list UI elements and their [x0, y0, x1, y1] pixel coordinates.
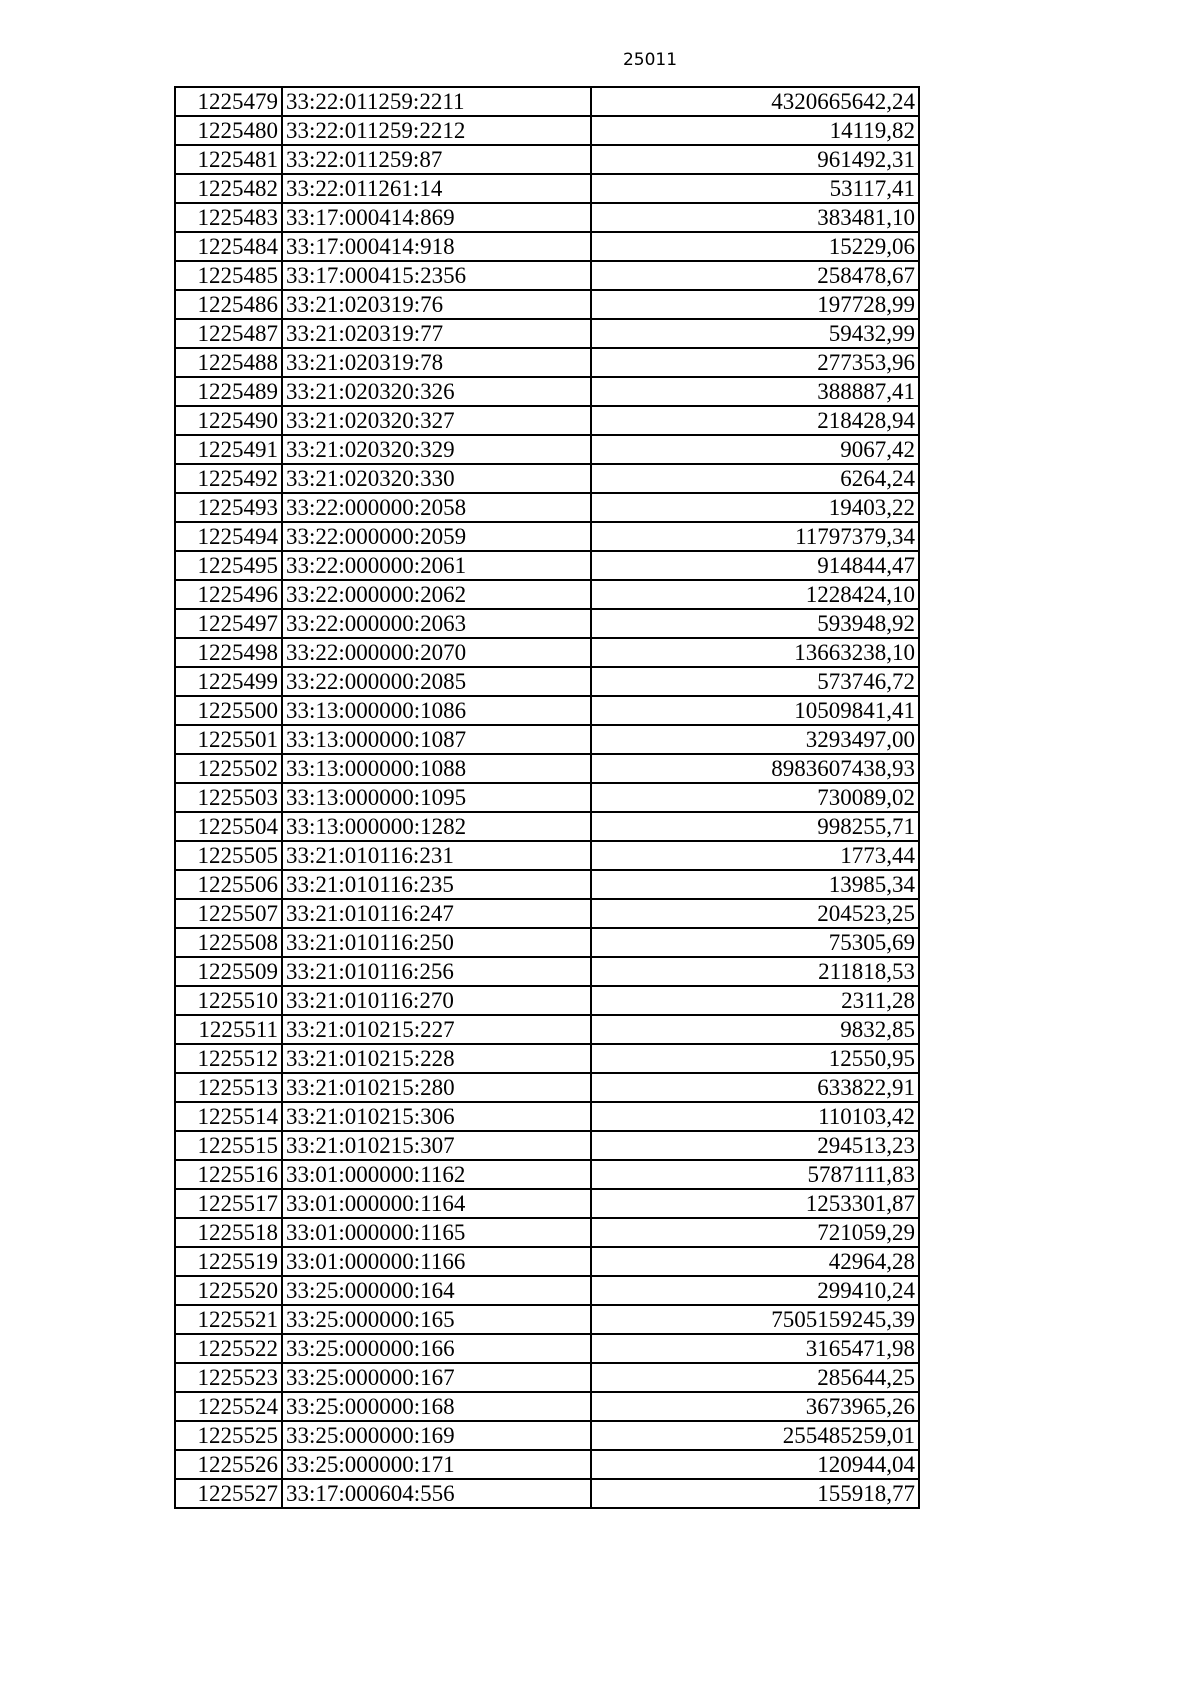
table-row	[175, 841, 919, 870]
value-cell: 255485259,01	[591, 1421, 919, 1450]
cadastral-number-cell: 33:21:010116:231	[282, 841, 591, 870]
table-row	[175, 87, 919, 116]
row-id-cell: 1225485	[175, 261, 282, 290]
value-cell: 110103,42	[591, 1102, 919, 1131]
table-row	[175, 1392, 919, 1421]
table-row	[175, 1247, 919, 1276]
value-cell: 8983607438,93	[591, 754, 919, 783]
cadastral-number-cell: 33:22:000000:2058	[282, 493, 591, 522]
value-cell: 721059,29	[591, 1218, 919, 1247]
table-row	[175, 493, 919, 522]
cadastral-number-cell: 33:21:020319:78	[282, 348, 591, 377]
row-id-cell: 1225515	[175, 1131, 282, 1160]
table-body	[175, 87, 919, 1508]
value-cell: 573746,72	[591, 667, 919, 696]
table-row	[175, 174, 919, 203]
cadastral-number-cell: 33:21:010215:307	[282, 1131, 591, 1160]
row-id-cell: 1225479	[175, 87, 282, 116]
table-row	[175, 1450, 919, 1479]
row-id-cell: 1225503	[175, 783, 282, 812]
table-row	[175, 290, 919, 319]
cadastral-number-cell: 33:17:000415:2356	[282, 261, 591, 290]
table-row	[175, 464, 919, 493]
cadastral-number-cell: 33:13:000000:1088	[282, 754, 591, 783]
table-row	[175, 1479, 919, 1508]
table-row	[175, 232, 919, 261]
row-id-cell: 1225524	[175, 1392, 282, 1421]
row-id-cell: 1225491	[175, 435, 282, 464]
row-id-cell: 1225505	[175, 841, 282, 870]
row-id-cell: 1225493	[175, 493, 282, 522]
cadastral-number-cell: 33:25:000000:167	[282, 1363, 591, 1392]
row-id-cell: 1225514	[175, 1102, 282, 1131]
value-cell: 258478,67	[591, 261, 919, 290]
cadastral-number-cell: 33:21:020320:327	[282, 406, 591, 435]
value-cell: 11797379,34	[591, 522, 919, 551]
value-cell: 730089,02	[591, 783, 919, 812]
table-row	[175, 957, 919, 986]
value-cell: 1773,44	[591, 841, 919, 870]
row-id-cell: 1225523	[175, 1363, 282, 1392]
cadastral-number-cell: 33:22:011261:14	[282, 174, 591, 203]
cadastral-number-cell: 33:21:020320:326	[282, 377, 591, 406]
row-id-cell: 1225511	[175, 1015, 282, 1044]
row-id-cell: 1225507	[175, 899, 282, 928]
table-row	[175, 435, 919, 464]
cadastral-number-cell: 33:21:020319:76	[282, 290, 591, 319]
row-id-cell: 1225504	[175, 812, 282, 841]
value-cell: 998255,71	[591, 812, 919, 841]
value-cell: 218428,94	[591, 406, 919, 435]
table-row	[175, 203, 919, 232]
row-id-cell: 1225513	[175, 1073, 282, 1102]
table-row	[175, 1218, 919, 1247]
value-cell: 388887,41	[591, 377, 919, 406]
value-cell: 12550,95	[591, 1044, 919, 1073]
cadastral-number-cell: 33:25:000000:166	[282, 1334, 591, 1363]
cadastral-number-cell: 33:21:010116:235	[282, 870, 591, 899]
value-cell: 294513,23	[591, 1131, 919, 1160]
row-id-cell: 1225527	[175, 1479, 282, 1508]
table-row	[175, 348, 919, 377]
value-cell: 13985,34	[591, 870, 919, 899]
value-cell: 211818,53	[591, 957, 919, 986]
value-cell: 277353,96	[591, 348, 919, 377]
row-id-cell: 1225520	[175, 1276, 282, 1305]
cadastral-number-cell: 33:01:000000:1164	[282, 1189, 591, 1218]
cadastral-number-cell: 33:21:010215:280	[282, 1073, 591, 1102]
table-row	[175, 986, 919, 1015]
row-id-cell: 1225486	[175, 290, 282, 319]
cadastral-number-cell: 33:22:011259:87	[282, 145, 591, 174]
table-row	[175, 116, 919, 145]
row-id-cell: 1225492	[175, 464, 282, 493]
table-row	[175, 754, 919, 783]
table-row	[175, 1305, 919, 1334]
cadastral-number-cell: 33:13:000000:1086	[282, 696, 591, 725]
cadastral-number-cell: 33:25:000000:169	[282, 1421, 591, 1450]
cadastral-number-cell: 33:21:010215:227	[282, 1015, 591, 1044]
row-id-cell: 1225512	[175, 1044, 282, 1073]
table-row	[175, 1131, 919, 1160]
cadastral-number-cell: 33:17:000414:869	[282, 203, 591, 232]
cadastral-number-cell: 33:22:000000:2070	[282, 638, 591, 667]
cadastral-number-cell: 33:13:000000:1087	[282, 725, 591, 754]
cadastral-number-cell: 33:22:000000:2085	[282, 667, 591, 696]
value-cell: 9067,42	[591, 435, 919, 464]
value-cell: 42964,28	[591, 1247, 919, 1276]
row-id-cell: 1225487	[175, 319, 282, 348]
table-row	[175, 1044, 919, 1073]
table-row	[175, 725, 919, 754]
cadastral-number-cell: 33:22:000000:2062	[282, 580, 591, 609]
cadastral-number-cell: 33:13:000000:1282	[282, 812, 591, 841]
table-row	[175, 406, 919, 435]
cadastral-number-cell: 33:25:000000:171	[282, 1450, 591, 1479]
table-row	[175, 667, 919, 696]
cadastral-number-cell: 33:21:020319:77	[282, 319, 591, 348]
value-cell: 204523,25	[591, 899, 919, 928]
value-cell: 383481,10	[591, 203, 919, 232]
value-cell: 10509841,41	[591, 696, 919, 725]
row-id-cell: 1225497	[175, 609, 282, 638]
table-row	[175, 928, 919, 957]
row-id-cell: 1225499	[175, 667, 282, 696]
row-id-cell: 1225488	[175, 348, 282, 377]
row-id-cell: 1225526	[175, 1450, 282, 1479]
value-cell: 2311,28	[591, 986, 919, 1015]
row-id-cell: 1225510	[175, 986, 282, 1015]
row-id-cell: 1225494	[175, 522, 282, 551]
value-cell: 914844,47	[591, 551, 919, 580]
value-cell: 3165471,98	[591, 1334, 919, 1363]
value-cell: 3293497,00	[591, 725, 919, 754]
row-id-cell: 1225500	[175, 696, 282, 725]
cadastral-number-cell: 33:13:000000:1095	[282, 783, 591, 812]
value-cell: 1253301,87	[591, 1189, 919, 1218]
cadastral-number-cell: 33:21:010215:306	[282, 1102, 591, 1131]
row-id-cell: 1225481	[175, 145, 282, 174]
table-row	[175, 696, 919, 725]
row-id-cell: 1225489	[175, 377, 282, 406]
value-cell: 14119,82	[591, 116, 919, 145]
value-cell: 13663238,10	[591, 638, 919, 667]
row-id-cell: 1225484	[175, 232, 282, 261]
value-cell: 15229,06	[591, 232, 919, 261]
table-row	[175, 812, 919, 841]
value-cell: 5787111,83	[591, 1160, 919, 1189]
row-id-cell: 1225496	[175, 580, 282, 609]
row-id-cell: 1225521	[175, 1305, 282, 1334]
value-cell: 7505159245,39	[591, 1305, 919, 1334]
row-id-cell: 1225516	[175, 1160, 282, 1189]
page-number: 25011	[622, 50, 678, 70]
cadastral-number-cell: 33:01:000000:1162	[282, 1160, 591, 1189]
table-row	[175, 1421, 919, 1450]
row-id-cell: 1225502	[175, 754, 282, 783]
value-cell: 3673965,26	[591, 1392, 919, 1421]
row-id-cell: 1225490	[175, 406, 282, 435]
table-row	[175, 638, 919, 667]
row-id-cell: 1225483	[175, 203, 282, 232]
value-cell: 285644,25	[591, 1363, 919, 1392]
row-id-cell: 1225482	[175, 174, 282, 203]
table-row	[175, 783, 919, 812]
value-cell: 155918,77	[591, 1479, 919, 1508]
row-id-cell: 1225509	[175, 957, 282, 986]
table-row	[175, 1276, 919, 1305]
row-id-cell: 1225525	[175, 1421, 282, 1450]
cadastral-number-cell: 33:01:000000:1166	[282, 1247, 591, 1276]
table-row	[175, 1102, 919, 1131]
cadastral-number-cell: 33:25:000000:168	[282, 1392, 591, 1421]
row-id-cell: 1225522	[175, 1334, 282, 1363]
table-row	[175, 609, 919, 638]
cadastral-value-table	[174, 86, 920, 1509]
row-id-cell: 1225508	[175, 928, 282, 957]
cadastral-number-cell: 33:21:010215:228	[282, 1044, 591, 1073]
value-cell: 75305,69	[591, 928, 919, 957]
table-row	[175, 1073, 919, 1102]
table-row	[175, 551, 919, 580]
cadastral-number-cell: 33:25:000000:164	[282, 1276, 591, 1305]
value-cell: 299410,24	[591, 1276, 919, 1305]
cadastral-number-cell: 33:21:020320:330	[282, 464, 591, 493]
row-id-cell: 1225519	[175, 1247, 282, 1276]
cadastral-number-cell: 33:21:020320:329	[282, 435, 591, 464]
table-row	[175, 580, 919, 609]
value-cell: 9832,85	[591, 1015, 919, 1044]
value-cell: 593948,92	[591, 609, 919, 638]
cadastral-number-cell: 33:01:000000:1165	[282, 1218, 591, 1247]
table-row	[175, 870, 919, 899]
value-cell: 53117,41	[591, 174, 919, 203]
row-id-cell: 1225498	[175, 638, 282, 667]
row-id-cell: 1225495	[175, 551, 282, 580]
cadastral-number-cell: 33:21:010116:270	[282, 986, 591, 1015]
row-id-cell: 1225480	[175, 116, 282, 145]
table-row	[175, 1189, 919, 1218]
table-row	[175, 145, 919, 174]
cadastral-number-cell: 33:22:000000:2063	[282, 609, 591, 638]
cadastral-number-cell: 33:21:010116:256	[282, 957, 591, 986]
row-id-cell: 1225501	[175, 725, 282, 754]
value-cell: 6264,24	[591, 464, 919, 493]
value-cell: 1228424,10	[591, 580, 919, 609]
table-row	[175, 377, 919, 406]
table-row	[175, 1015, 919, 1044]
table-row	[175, 1363, 919, 1392]
cadastral-number-cell: 33:21:010116:247	[282, 899, 591, 928]
row-id-cell: 1225506	[175, 870, 282, 899]
table-row	[175, 899, 919, 928]
value-cell: 197728,99	[591, 290, 919, 319]
cadastral-number-cell: 33:22:000000:2059	[282, 522, 591, 551]
table-row	[175, 1160, 919, 1189]
table-row	[175, 319, 919, 348]
row-id-cell: 1225518	[175, 1218, 282, 1247]
cadastral-number-cell: 33:17:000414:918	[282, 232, 591, 261]
cadastral-number-cell: 33:22:011259:2212	[282, 116, 591, 145]
table-row	[175, 1334, 919, 1363]
cadastral-number-cell: 33:22:000000:2061	[282, 551, 591, 580]
value-cell: 633822,91	[591, 1073, 919, 1102]
cadastral-number-cell: 33:25:000000:165	[282, 1305, 591, 1334]
cadastral-number-cell: 33:22:011259:2211	[282, 87, 591, 116]
value-cell: 961492,31	[591, 145, 919, 174]
value-cell: 19403,22	[591, 493, 919, 522]
value-cell: 4320665642,24	[591, 87, 919, 116]
row-id-cell: 1225517	[175, 1189, 282, 1218]
table-row	[175, 522, 919, 551]
table-row	[175, 261, 919, 290]
cadastral-number-cell: 33:17:000604:556	[282, 1479, 591, 1508]
value-cell: 120944,04	[591, 1450, 919, 1479]
cadastral-number-cell: 33:21:010116:250	[282, 928, 591, 957]
value-cell: 59432,99	[591, 319, 919, 348]
